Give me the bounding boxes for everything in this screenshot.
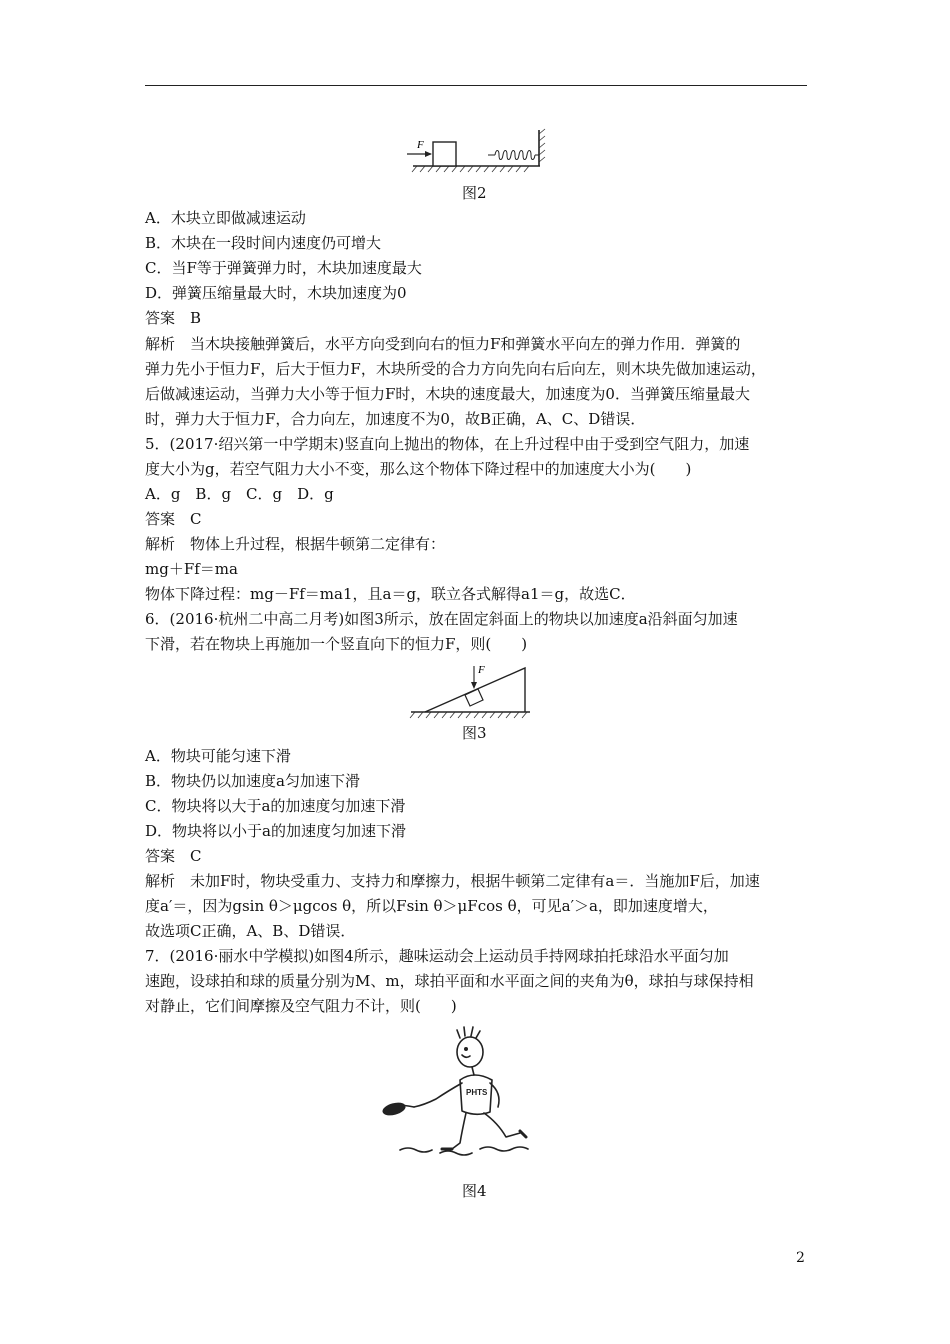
figure-4-shirt-text: PHTS [466, 1088, 488, 1097]
text-line: 度大小为g，若空气阻力大小不变，那么这个物体下降过程中的加速度大小为( ) [145, 460, 692, 478]
text-line: 答案 C [145, 510, 202, 528]
text-line: 对静止，它们间摩擦及空气阻力不计，则( ) [145, 997, 457, 1015]
text-line: 下滑，若在物块上再施加一个竖直向下的恒力F，则( ) [145, 635, 528, 653]
figure-3-incline [405, 660, 545, 720]
text-line: 6．(2016·杭州二中高二月考)如图3所示，放在固定斜面上的物块以加速度a沿斜面匀加速 [145, 610, 738, 628]
text-line: 解析 物体上升过程，根据牛顿第二定律有： [145, 535, 446, 553]
figure-3-force-label: F [478, 664, 485, 676]
text-line: 7．(2016·丽水中学模拟)如图4所示，趣味运动会上运动员手持网球拍托球沿水平面匀加 [145, 947, 729, 965]
text-line: A．物块可能匀速下滑 [145, 747, 291, 765]
text-line: A．木块立即做减速运动 [145, 209, 306, 227]
figure-2-force-label: F [417, 139, 424, 151]
figure-4-runner [380, 1025, 570, 1175]
page-number: 2 [796, 1250, 805, 1266]
text-line: 速跑，设球拍和球的质量分别为M、m，球拍平面和水平面之间的夹角为θ，球拍与球保持相 [145, 972, 754, 990]
text-line: B．物块仍以加速度a匀加速下滑 [145, 772, 360, 790]
text-line: D．弹簧压缩量最大时，木块加速度为0 [145, 284, 407, 302]
text-line: mg＋Ff＝ma [145, 560, 238, 578]
text-line: 时，弹力大于恒力F，合力向左，加速度不为0，故B正确，A、C、D错误． [145, 410, 646, 428]
figure-3-caption: 图3 [462, 724, 487, 742]
figure-2-caption: 图2 [462, 184, 487, 202]
text-line: 后做减速运动，当弹力大小等于恒力F时，木块的速度最大，加速度为0．当弹簧压缩量最大 [145, 385, 750, 403]
header-rule [145, 85, 807, 86]
text-line: 答案 C [145, 847, 202, 865]
text-line: 解析 未加F时，物块受重力、支持力和摩擦力，根据牛顿第二定律有a＝．当施加F后，加速 [145, 872, 760, 890]
text-line: B．木块在一段时间内速度仍可增大 [145, 234, 382, 252]
text-line: 故选项C正确，A、B、D错误． [145, 922, 356, 940]
text-line: 5．(2017·绍兴第一中学期末)竖直向上抛出的物体，在上升过程中由于受到空气阻力，加速 [145, 435, 750, 453]
text-line: 解析 当木块接触弹簧后，水平方向受到向右的恒力F和弹簧水平向左的弹力作用．弹簧的 [145, 335, 741, 353]
text-line: 度a′＝，因为gsin θ＞μgcos θ，所以Fsin θ＞μFcos θ，可见a′＞a，即加速度增大， [145, 897, 718, 915]
text-line: D．物块将以小于a的加速度匀加速下滑 [145, 822, 406, 840]
text-line: C．物块将以大于a的加速度匀加速下滑 [145, 797, 406, 815]
text-line: A．g B．g C．g D．g [145, 485, 334, 503]
figure-2-block-spring [405, 126, 555, 176]
text-line: 物体下降过程：mg－Ff＝ma1，且a＝g，联立各式解得a1＝g，故选C． [145, 585, 636, 603]
figure-4-caption: 图4 [462, 1182, 487, 1200]
text-line: 弹力先小于恒力F，后大于恒力F，木块所受的合力方向先向右后向左，则木块先做加速运动， [145, 360, 766, 378]
text-line: C．当F等于弹簧弹力时，木块加速度最大 [145, 259, 422, 277]
text-line: 答案 B [145, 309, 202, 327]
